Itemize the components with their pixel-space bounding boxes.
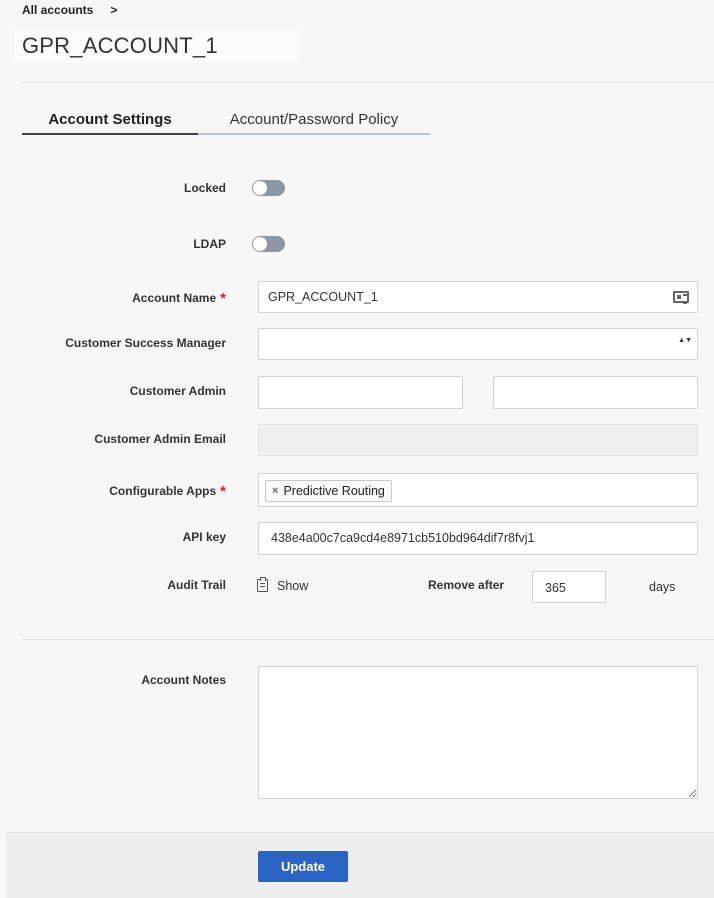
document-icon[interactable] — [257, 579, 268, 592]
customer-admin-last-input[interactable] — [493, 376, 698, 409]
audit-show-link[interactable]: Show — [277, 579, 309, 593]
account-notes-textarea[interactable] — [258, 666, 698, 799]
account-notes-label: Account Notes — [141, 673, 226, 687]
csm-label: Customer Success Manager — [65, 336, 226, 350]
breadcrumb — [22, 3, 117, 17]
remove-after-label: Remove after — [428, 578, 505, 592]
locked-toggle[interactable] — [252, 180, 285, 196]
account-name-value: GPR_ACCOUNT_1 — [268, 290, 378, 304]
account-name-label — [132, 289, 226, 306]
customer-admin-first-input[interactable] — [258, 376, 463, 409]
customer-admin-email-field — [258, 424, 698, 456]
footer-bar — [6, 832, 714, 898]
app-chip-predictive-routing — [265, 480, 392, 502]
days-label: days — [649, 580, 676, 594]
update-button[interactable]: Update — [258, 851, 348, 882]
api-key-input[interactable] — [258, 522, 698, 555]
api-key-label: API key — [182, 530, 226, 544]
toggle-knob — [253, 181, 267, 195]
api-key-value: 438e4a00c7ca9cd4e8971cb510bd964dif7r8fvj1 — [271, 531, 535, 545]
customer-admin-label: Customer Admin — [129, 384, 226, 398]
breadcrumb-all-accounts-link[interactable]: All accounts — [22, 3, 94, 17]
tab-bar — [22, 104, 430, 135]
audit-trail-label: Audit Trail — [167, 578, 226, 592]
divider — [22, 82, 714, 83]
ldap-toggle[interactable] — [252, 236, 285, 252]
toggle-knob — [253, 237, 267, 251]
tab-account-password-policy[interactable]: Account/Password Policy — [198, 104, 430, 135]
required-mark: * — [220, 290, 226, 307]
configurable-apps-label-text: Configurable Apps — [109, 484, 217, 498]
csm-select[interactable] — [258, 328, 698, 360]
configurable-apps-multiselect[interactable] — [258, 473, 698, 507]
contact-card-icon — [673, 291, 689, 303]
select-arrows-icon: ▲▼ — [678, 337, 692, 344]
account-name-label-text: Account Name — [132, 291, 217, 305]
account-name-input[interactable] — [258, 281, 698, 313]
remove-after-input[interactable] — [532, 571, 606, 603]
chip-label: Predictive Routing — [283, 484, 385, 498]
remove-after-value: 365 — [545, 581, 566, 595]
page-title: GPR_ACCOUNT_1 — [15, 30, 298, 62]
required-mark: * — [220, 483, 226, 500]
divider — [22, 639, 714, 640]
breadcrumb-separator: > — [110, 3, 118, 17]
tab-account-settings[interactable]: Account Settings — [22, 104, 198, 135]
chip-remove-icon[interactable]: × — [272, 485, 279, 497]
configurable-apps-label — [109, 482, 226, 499]
locked-label: Locked — [183, 181, 226, 195]
customer-admin-email-label: Customer Admin Email — [94, 432, 226, 446]
ldap-label: LDAP — [193, 237, 226, 251]
